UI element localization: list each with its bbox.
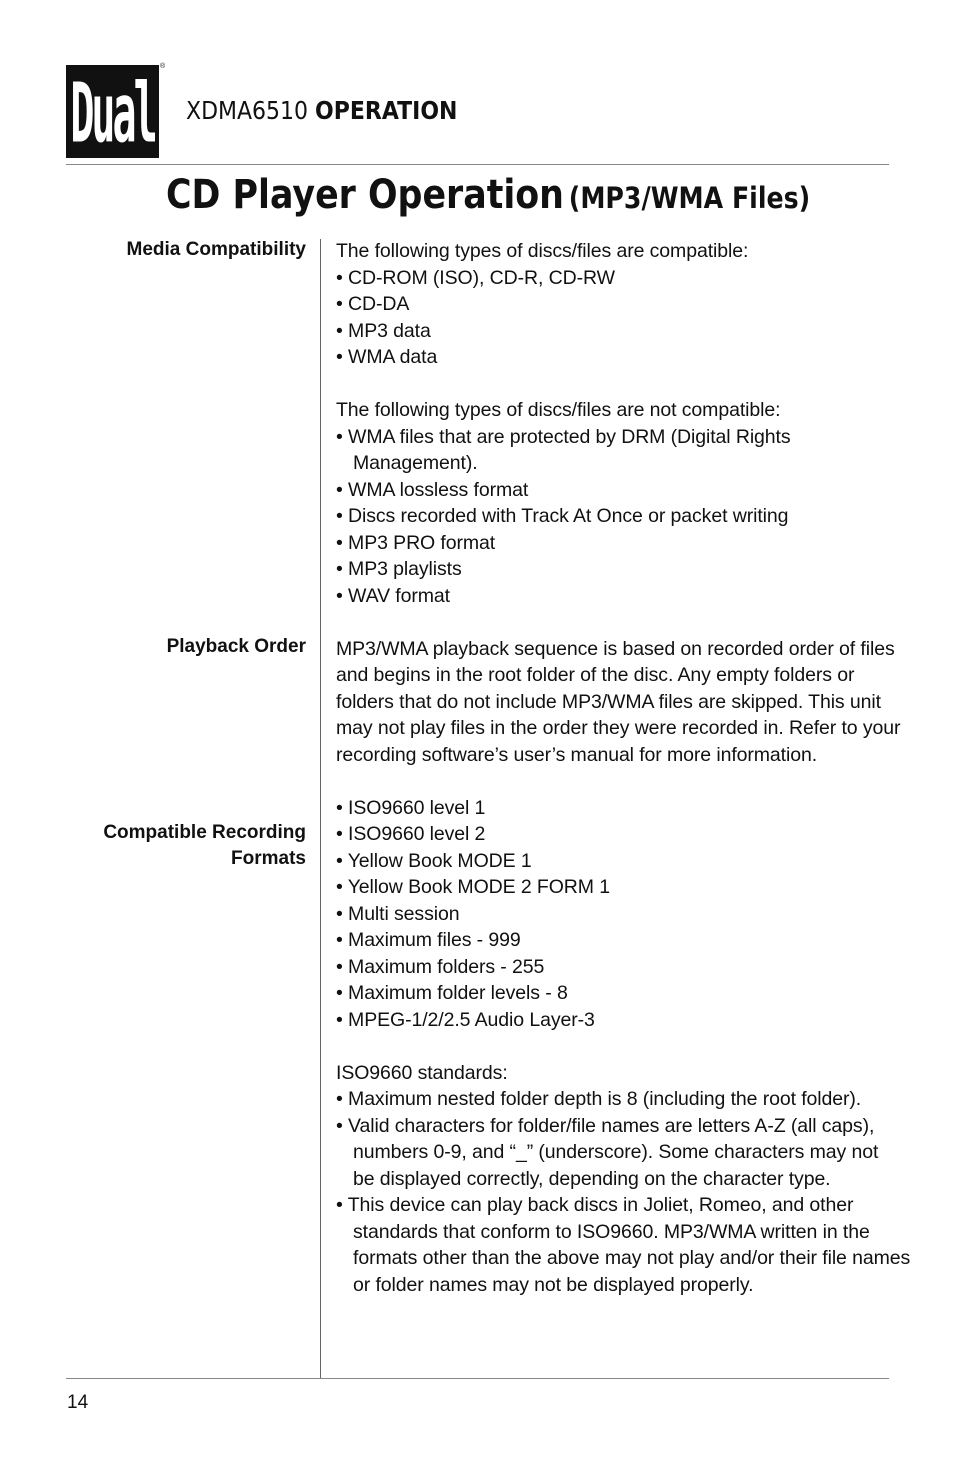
label-media-compatibility: Media Compatibility bbox=[126, 239, 306, 260]
header-rule bbox=[66, 164, 889, 165]
list-item: • CD-DA bbox=[336, 293, 410, 315]
page-title-main: CD Player Operation bbox=[166, 172, 564, 218]
spacer bbox=[336, 768, 916, 795]
list-item: • WMA files that are protected by DRM (Digital Rights Management). bbox=[336, 425, 791, 474]
list-item: • Maximum folders - 255 bbox=[336, 955, 545, 978]
page-title-sub: (MP3/WMA Files) bbox=[568, 181, 811, 215]
footer-rule bbox=[66, 1378, 889, 1379]
playback-order-text: MP3/WMA playback sequence is based on recorded order of files and begins in the root folder of the disc. Any empty folders or folders that do not include MP3/WMA files are skipped. This unit may not play files in the order they were recorded in. Refer to your recording software’s user’s manual for more information. bbox=[336, 637, 901, 766]
label-line: Compatible Recording bbox=[103, 822, 306, 843]
list-item: • ISO9660 level 1 bbox=[336, 796, 486, 819]
list-item: • MPEG-1/2/2.5 Audio Layer-3 bbox=[336, 1008, 595, 1031]
list-item: • MP3 playlists bbox=[336, 558, 462, 580]
label-compatible-recording-formats bbox=[103, 820, 306, 873]
page-number: 14 bbox=[67, 1392, 89, 1413]
list-item: • Yellow Book MODE 2 FORM 1 bbox=[336, 876, 610, 898]
list-item: • Discs recorded with Track At Once or packet writing bbox=[336, 505, 789, 527]
label-line: Formats bbox=[231, 848, 306, 870]
list-item: • Maximum nested folder depth is 8 (including the root folder). bbox=[336, 1088, 862, 1110]
incompatible-intro: The following types of discs/files are not compatible: bbox=[336, 399, 781, 421]
column-divider bbox=[320, 239, 321, 1378]
list-item: • Maximum files - 999 bbox=[336, 929, 521, 951]
page-title bbox=[166, 170, 810, 228]
list-item: • Valid characters for folder/file names are letters A-Z (all caps), numbers 0-9, and “_” (underscore). Some characters may not be displayed correctly, depending on the character type. bbox=[336, 1114, 879, 1190]
content-column bbox=[336, 238, 916, 1298]
list-item: • ISO9660 level 2 bbox=[336, 823, 486, 845]
list-item: • WAV format bbox=[336, 584, 450, 607]
spacer bbox=[336, 1033, 916, 1060]
standards-intro: ISO9660 standards: bbox=[336, 1061, 508, 1084]
list-item: • CD-ROM (ISO), CD-R, CD-RW bbox=[336, 266, 615, 289]
model-number: XDMA6510 bbox=[186, 96, 309, 125]
brand-logo-text: Dual bbox=[70, 67, 155, 158]
list-item: • WMA data bbox=[336, 346, 438, 368]
list-item: • Maximum folder levels - 8 bbox=[336, 982, 568, 1004]
registered-mark: ® bbox=[160, 63, 166, 70]
list-item: • MP3 data bbox=[336, 319, 431, 342]
list-item: • Multi session bbox=[336, 902, 460, 925]
list-item: • WMA lossless format bbox=[336, 478, 529, 501]
compatible-intro: The following types of discs/files are compatible: bbox=[336, 240, 749, 262]
brand-logo bbox=[66, 65, 159, 158]
list-item: • MP3 PRO format bbox=[336, 531, 496, 554]
label-playback-order: Playback Order bbox=[166, 636, 306, 657]
list-item: • Yellow Book MODE 1 bbox=[336, 849, 532, 872]
list-item: • This device can play back discs in Joliet, Romeo, and other standards that conform to ISO9660. MP3/WMA written in the formats other than the above may not play and/or their file names or folder names may not be displayed properly. bbox=[336, 1194, 911, 1296]
section-name: OPERATION bbox=[315, 96, 458, 125]
spacer bbox=[336, 371, 916, 398]
section-header bbox=[186, 96, 457, 126]
spacer bbox=[336, 609, 916, 636]
